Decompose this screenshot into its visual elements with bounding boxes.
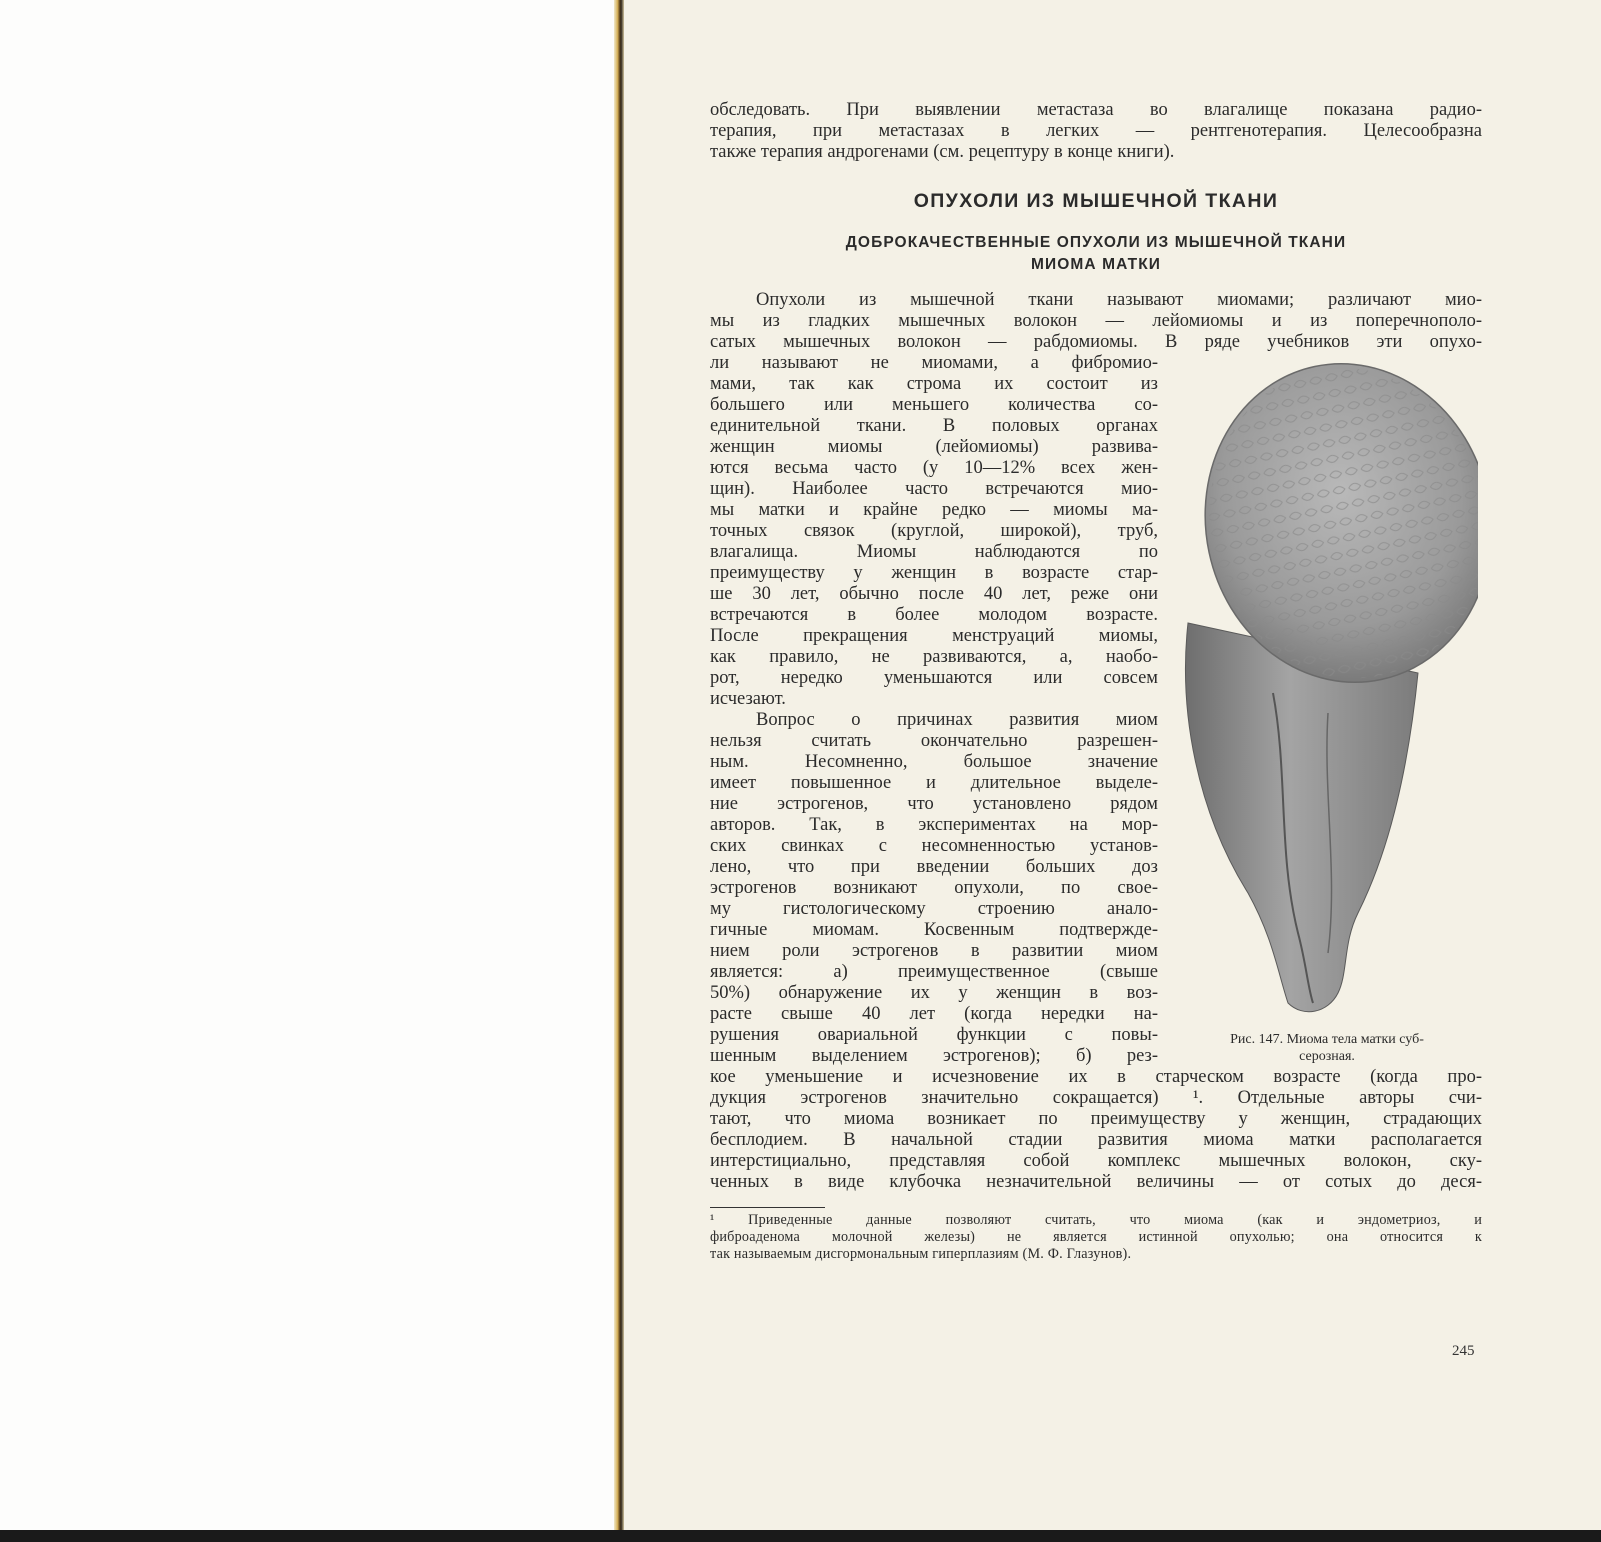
text-line: также терапия андрогенами (см. рецептуру в конце книги). — [710, 142, 1175, 162]
text-line: Вопрос о причинах развития миом — [756, 710, 1158, 730]
section-heading: ОПУХОЛИ ИЗ МЫШЕЧНОЙ ТКАНИ — [913, 190, 1279, 212]
text-line: ше 30 лет, обычно после 40 лет, реже они — [710, 584, 1158, 604]
text-line: является: а) преимущественное (свыше — [710, 962, 1158, 982]
subsection-heading — [710, 232, 1482, 276]
text-line: эстрогенов возникают опухоли, по свое- — [710, 878, 1158, 898]
intro-paragraph — [710, 290, 1482, 353]
myoma-illustration — [1178, 353, 1478, 1023]
page-content — [710, 100, 1482, 1263]
subsection-heading-line-1: ДОБРОКАЧЕСТВЕННЫЕ ОПУХОЛИ ИЗ МЫШЕЧНОЙ ТКАНИ — [845, 234, 1347, 251]
figure-147 — [1172, 353, 1482, 1067]
figure-caption-line-2: серозная. — [1299, 1049, 1355, 1064]
left-blank-page — [0, 0, 620, 1542]
text-line: кое уменьшение и исчезновение их в старческом возрасте (когда про- — [710, 1067, 1482, 1087]
footnote — [710, 1212, 1482, 1263]
footnote-divider — [710, 1207, 825, 1208]
text-line: рот, нередко уменьшаются или совсем — [710, 668, 1158, 688]
text-line: преимуществу у женщин в возрасте стар- — [710, 563, 1158, 583]
subsection-heading-line-2: МИОМА МАТКИ — [1030, 256, 1162, 273]
text-line: ние эстрогенов, что установлено рядом — [710, 794, 1158, 814]
text-line: лено, что при введении больших доз — [710, 857, 1158, 877]
text-line: ченных в виде клубочка незначительной величины — от сотых до деся- — [710, 1172, 1482, 1192]
scan-bottom-edge — [0, 1530, 1601, 1542]
text-line: мы из гладких мышечных волокон — лейомиомы и из поперечнополо- — [710, 311, 1482, 331]
text-line: встречаются в более молодом возрасте. — [710, 605, 1158, 625]
text-line: влагалища. Миомы наблюдаются по — [710, 542, 1158, 562]
text-line: Опухоли из мышечной ткани называют миомами; различают мио- — [756, 290, 1482, 310]
text-line: точных связок (круглой, широкой), труб, — [710, 521, 1158, 541]
figure-caption-line-1: Рис. 147. Миома тела матки суб- — [1230, 1032, 1424, 1047]
text-line: сатых мышечных волокон — рабдомиомы. В ряде учебников эти опухо- — [710, 332, 1482, 352]
text-line: женщин миомы (лейомиомы) развива- — [710, 437, 1158, 457]
footnote-line: так называемым дисгормональным гиперплазиям (М. Ф. Глазунов). — [710, 1246, 1132, 1262]
footnote-line: фиброаденома молочной железы) не является истинной опухолью; она относится к — [710, 1229, 1482, 1245]
text-line: единительной ткани. В половых органах — [710, 416, 1158, 436]
text-line: мами, так как строма их состоит из — [710, 374, 1158, 394]
text-line: ли называют не миомами, а фибромио- — [710, 353, 1158, 373]
text-line: обследовать. При выявлении метастаза во влагалище показана радио- — [710, 100, 1482, 120]
text-line: нием роли эстрогенов в развитии миом — [710, 941, 1158, 961]
text-line: имеет повышенное и длительное выделе- — [710, 773, 1158, 793]
text-figure-block — [710, 353, 1482, 1067]
text-line: 50%) обнаружение их у женщин в воз- — [710, 983, 1158, 1003]
text-line: бесплодием. В начальной стадии развития миома матки располагается — [710, 1130, 1482, 1150]
text-line: гичные миомам. Косвенным подтвержде- — [710, 920, 1158, 940]
text-line: му гистологическому строению анало- — [710, 899, 1158, 919]
text-line: шенным выделением эстрогенов); б) рез- — [710, 1046, 1158, 1066]
footnote-line: ¹ Приведенные данные позволяют считать, что миома (как и эндометриоз, и — [710, 1212, 1482, 1228]
text-line: ских свинках с несомненностью устанoв- — [710, 836, 1158, 856]
text-line: терапия, при метастазах в легких — рентгенотерапия. Целесообразна — [710, 121, 1482, 141]
text-line: расте свыше 40 лет (когда нередки на- — [710, 1004, 1158, 1024]
text-line: мы матки и крайне редко — миомы ма- — [710, 500, 1158, 520]
text-line: рушения овариальной функции с повы- — [710, 1025, 1158, 1045]
text-line: тают, что миома возникает по преимуществу у женщин, страдающих — [710, 1109, 1482, 1129]
continuation-paragraph — [710, 1067, 1482, 1193]
page-number: 245 — [1452, 1343, 1475, 1359]
figure-caption — [1172, 1031, 1482, 1065]
wrapped-text-column — [710, 353, 1158, 1067]
text-line: авторов. Так, в экспериментах на мор- — [710, 815, 1158, 835]
text-line: дукция эстрогенов значительно сокращается) ¹. Отдельные авторы счи- — [710, 1088, 1482, 1108]
text-line: большего или меньшего количества со- — [710, 395, 1158, 415]
top-paragraph — [710, 100, 1482, 163]
text-line: После прекращения менструаций миомы, — [710, 626, 1158, 646]
text-line: щин). Наиболее часто встречаются мио- — [710, 479, 1158, 499]
text-line: ным. Несомненно, большое значение — [710, 752, 1158, 772]
text-line: нельзя считать окончательно разрешен- — [710, 731, 1158, 751]
text-line: ются весьма часто (у 10—12% всех жен- — [710, 458, 1158, 478]
text-line: как правило, не развиваются, а, наобо- — [710, 647, 1158, 667]
text-line: интерстициально, представляя собой комплекс мышечных волокон, ску- — [710, 1151, 1482, 1171]
text-line: исчезают. — [710, 689, 786, 709]
book-spine — [614, 0, 624, 1542]
